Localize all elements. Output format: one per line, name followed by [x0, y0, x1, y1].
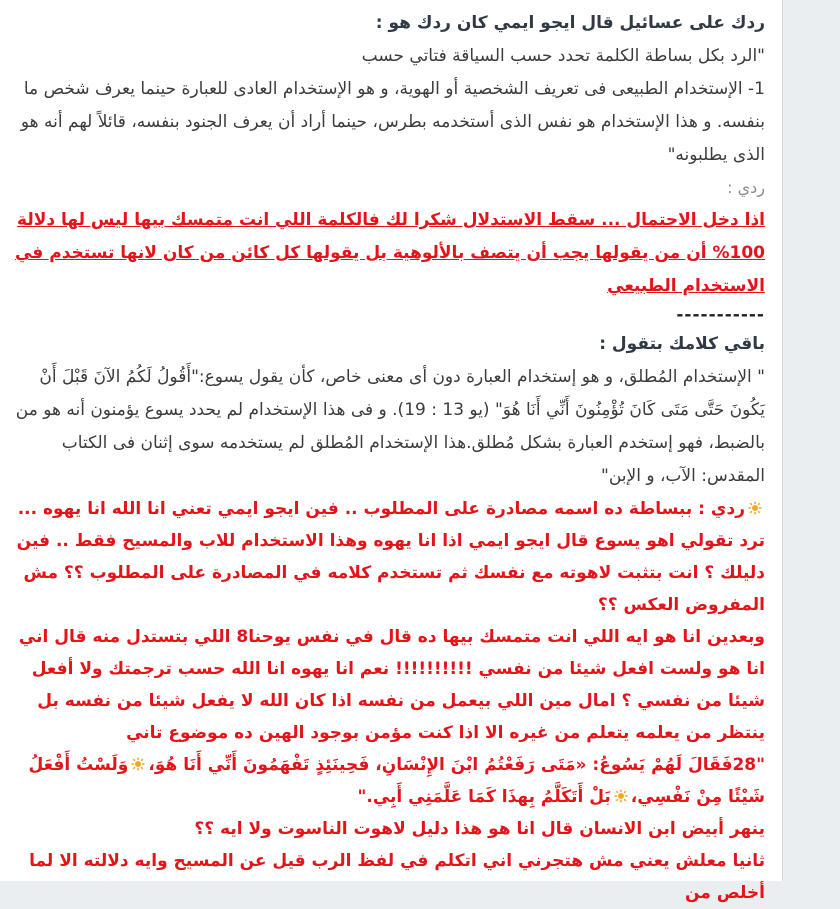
reply-heading-2: باقي كلامك بتقول : [599, 334, 765, 354]
reply-paragraph-3: ينهر أبيض ابن الانسان قال انا هو هذا دليل لاهوت الناسوت ولا ايه ؟؟ [194, 819, 765, 839]
quote-paragraph-2: " الإستخدام المُطلق، و هو إستخدام العبارة دون أى معنى خاص، كأن يقول يسوع:"أَقُولُ لَكُمُ الآنَ قَبْلَ أَنْ يَكُونَ حَتَّى مَتَى كَانَ تُؤْمِنُونَ أَنِّي أَنَا هُوَ" (يو 13 : 19). و فى هذا الإستخدام لم يحدد يسوع يؤمنون أنه هو من بالضبط، فهو إستخدم العبارة بشكل مُطلق.هذا الإستخدام المُطلق لم يستخدمه سوى إثنان فى الكتاب المقدس: الآب، و الإبن" [15, 367, 765, 486]
reply-heading-1: ردك على عسائيل قال ايجو ايمي كان ردك هو : [375, 13, 765, 33]
sparkle-icon [748, 501, 762, 515]
verse-quote [14, 749, 765, 813]
reply-paragraph-2: وبعدين انا هو ايه اللي انت متمسك بيها ده قال في نفس يوحنا8 اللي بتستدل منه قال اني انا هو ولست افعل شيئا من نفسي !!!!!!!!!! نعم انا يهوه انا الله حسب ترجمتك ولا أفعل شيئا من نفسي ؟ امال مين اللي بيعمل من نفسه اذا كان الله لا يفعل شيئا من نفسه بل ينتظر من يعلمه يتعلم من غيره الا اذا كنت مؤمن بوجود الهين ده موضوع تاني [18, 627, 765, 743]
quote-line-1: "الرد بكل بساطة الكلمة تحدد حسب السياقة فتاتي حسب [361, 46, 765, 66]
underlined-reply: اذا دخل الاحتمال ... سقط الاستدلال شكرا لك فالكلمة اللي انت متمسك بيها ليس لها دلالة 100% أن من يقولها يجب أن يتصف بالألوهية بل يقولها كل كائن من كان لانها تستخدم في الاستخدام الطبيعي [14, 210, 765, 296]
sparkle-icon [614, 789, 628, 803]
quote-paragraph-1: 1- الإستخدام الطبيعى فى تعريف الشخصية أو الهوية، و هو الإستخدام العادى للعبارة حينما يعرف شخص ما بنفسه. و هذا الإستخدام هو نفس الذى أستخدمه بطرس، حينما أراد أن يعرف الجنود بنفسه، قائلاً لهم أنه هو الذى يطلبونه" [20, 79, 765, 165]
reply-paragraph-1 [14, 493, 765, 621]
reply-paragraph-1-text: ردي : ببساطة ده اسمه مصادرة على المطلوب .. فين ايجو ايمي تعني انا الله انا يهوه ... ترد تقولي اهو يسوع قال ايجو ايمي اذا انا يهوه وهذا الاستخدام للاب والمسيح فقط .. فين دليلك ؟ انت بتثبت لاهوته مع نفسك ثم تستخدم كلامه في المصادرة على المطلوب ؟؟ مش المفروض العكس ؟؟ [16, 499, 765, 615]
reply-paragraph-4: ثانيا معلش يعني مش هتجرني اني اتكلم في لفظ الرب قيل عن المسيح وايه دلالته الا لما أخلص من [29, 851, 765, 903]
verse-part-2: وَلَسْتُ أَفْعَلُ شَيْئًا مِنْ نَفْسِي، [28, 755, 765, 807]
verse-part-3: بَلْ أَتَكَلَّمُ بِهذَا كَمَا عَلَّمَنِي أَبِي." [357, 787, 611, 807]
verse-part-1: "28فَقَالَ لَهُمْ يَسُوعُ: «مَتَى رَفَعْتُمُ ابْنَ الإِنْسَانِ، فَحِينَئِذٍ تَفْهَمُونَ أَنِّي أَنَا هُوَ، [148, 755, 765, 775]
sparkle-icon [131, 757, 145, 771]
page-side-margin [784, 0, 840, 881]
separator-line: ----------- [676, 305, 765, 325]
my-reply-label: ردي : [727, 178, 765, 197]
